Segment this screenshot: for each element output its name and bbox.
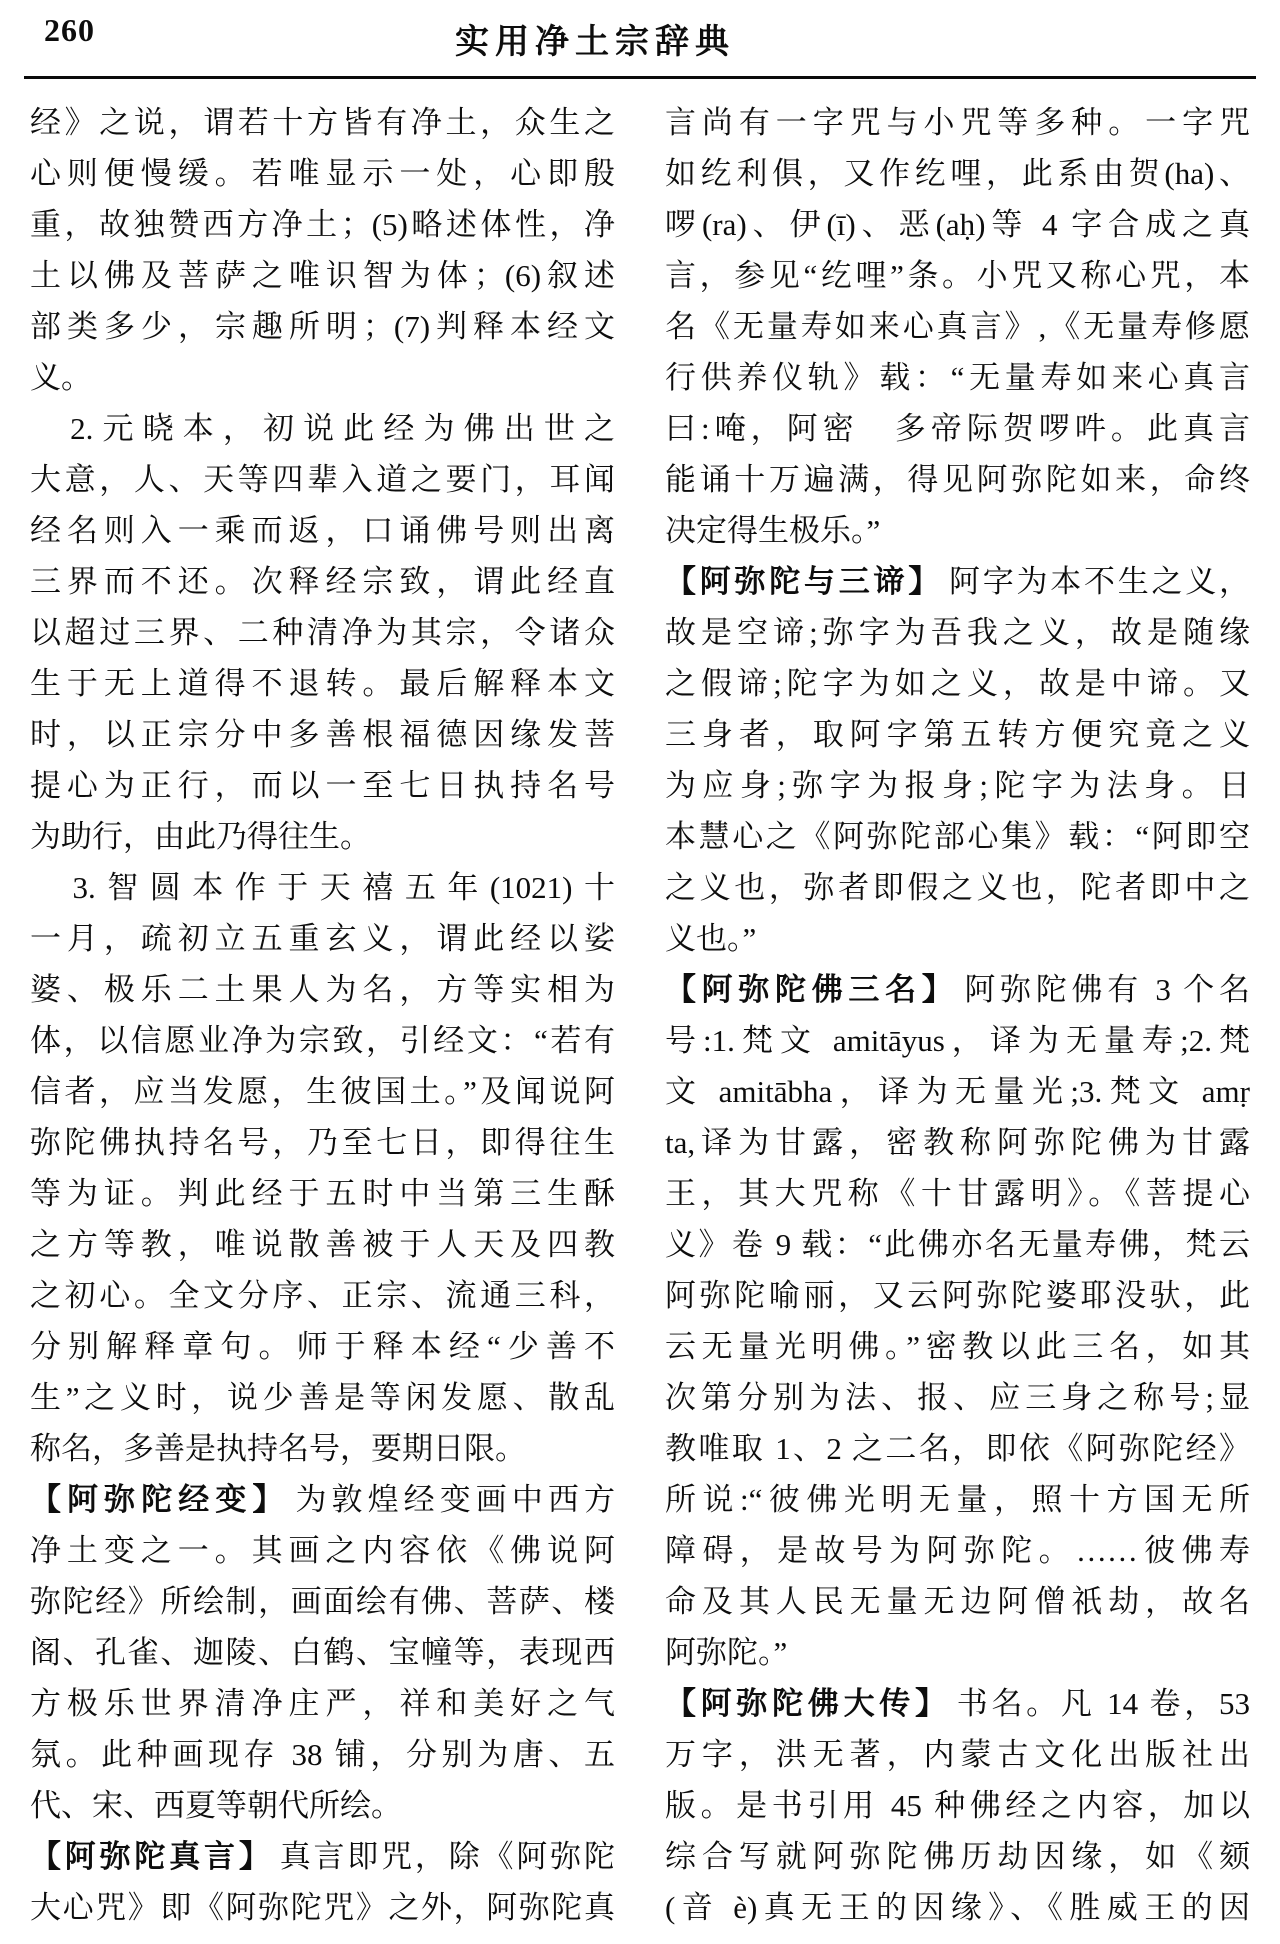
- text-line: 命及其人民无量无边阿僧祇劫，故名: [665, 1584, 1250, 1619]
- text-line: (音 è)真无王的因缘》、《胜威王的因: [665, 1890, 1250, 1925]
- text-line: ta,译为甘露，密教称阿弥陀佛为甘露: [665, 1125, 1250, 1160]
- text-line: 分别解释章句。师于释本经“少善不: [30, 1329, 615, 1364]
- book-title: 实用净土宗辞典: [455, 24, 735, 61]
- text-line: 文 amitābha，译为无量光;3.梵文 amṛ: [665, 1074, 1250, 1109]
- page-header: [30, 0, 1250, 72]
- text-line: 2.元晓本，初说此经为佛出世之: [30, 411, 615, 446]
- text-line: 为助行，由此乃得往生。: [30, 819, 371, 854]
- text-line: 【阿弥陀经变】 为敦煌经变画中西方: [30, 1482, 615, 1517]
- text-line: 生”之义时，说少善是等闲发愿、散乱: [30, 1380, 615, 1415]
- text-line: 经》之说，谓若十方皆有净土，众生之: [30, 105, 615, 140]
- text-line: 曰:唵，阿密 多帝际贺啰吽。此真言: [665, 411, 1250, 446]
- text-line: 义》卷 9 载：“此佛亦名无量寿佛，梵云: [665, 1227, 1250, 1262]
- page-number: 260: [44, 12, 95, 48]
- text-line: 决定得生极乐。”: [665, 513, 881, 548]
- text-line: 婆、极乐二土果人为名，方等实相为: [30, 972, 615, 1007]
- text-line: 部类多少，宗趣所明；(7)判释本经文: [30, 309, 615, 344]
- text-line: 【阿弥陀真言】 真言即咒，除《阿弥陀: [30, 1839, 615, 1874]
- text-line: 行供养仪轨》载：“无量寿如来心真言: [665, 360, 1250, 395]
- text-line: 氛。此种画现存 38 铺，分别为唐、五: [30, 1737, 615, 1772]
- text-line: 之方等教，唯说散善被于人天及四教: [30, 1227, 615, 1262]
- text-line: 3.智圆本作于天禧五年(1021)十: [30, 870, 615, 905]
- text-line: 障碍，是故号为阿弥陀。……彼佛寿: [665, 1533, 1250, 1568]
- text-line: 净土变之一。其画之内容依《佛说阿: [30, 1533, 615, 1568]
- text-line: 重，故独赞西方净土；(5)略述体性，净: [30, 207, 615, 242]
- text-line: 弥陀佛执持名号，乃至七日，即得往生: [30, 1125, 615, 1160]
- text-body: [30, 79, 1250, 1933]
- text-line: 提心为正行，而以一至七日执持名号: [30, 768, 615, 803]
- text-line: 经名则入一乘而返，口诵佛号则出离: [30, 513, 615, 548]
- text-line: 本慧心之《阿弥陀部心集》载：“阿即空: [665, 819, 1250, 854]
- text-line: 体，以信愿业净为宗致，引经文：“若有: [30, 1023, 615, 1058]
- text-line: 时，以正宗分中多善根福德因缘发菩: [30, 717, 615, 752]
- text-line: 言，参见“纥哩”条。小咒又称心咒，本: [665, 258, 1250, 293]
- entry-headword: 【阿弥陀经变】: [30, 1482, 290, 1517]
- text-line: 生于无上道得不退转。最后解释本文: [30, 666, 615, 701]
- text-line: 土以佛及菩萨之唯识智为体；(6)叙述: [30, 258, 615, 293]
- entry-headword: 【阿弥陀与三谛】: [665, 564, 943, 599]
- text-line: 大心咒》即《阿弥陀咒》之外，阿弥陀真: [30, 1890, 615, 1925]
- text-line: 名《无量寿如来心真言》,《无量寿修愿: [665, 309, 1250, 344]
- text-line: 云无量光明佛。”密教以此三名，如其: [665, 1329, 1250, 1364]
- text-line: 义也。”: [665, 921, 757, 956]
- text-line: 所说:“彼佛光明无量，照十方国无所: [665, 1482, 1250, 1517]
- right-column: [665, 97, 1250, 1933]
- text-line: 故是空谛;弥字为吾我之义，故是随缘: [665, 615, 1250, 650]
- text-line: 号:1.梵文 amitāyus，译为无量寿;2.梵: [665, 1023, 1250, 1058]
- text-line: 啰(ra)、伊(ī)、恶(aḥ)等 4 字合成之真: [665, 207, 1250, 242]
- entry-headword: 【阿弥陀佛三名】: [665, 972, 959, 1007]
- text-line: 称名，多善是执持名号，要期日限。: [30, 1431, 526, 1466]
- text-line: 【阿弥陀与三谛】 阿字为本不生之义，: [665, 564, 1250, 599]
- text-line: 万字，洪无著，内蒙古文化出版社出: [665, 1737, 1250, 1772]
- dictionary-page: [30, 0, 1250, 1933]
- text-line: 阿弥陀喻丽，又云阿弥陀婆耶没驮，此: [665, 1278, 1250, 1313]
- text-line: 之义也，弥者即假之义也，陀者即中之: [665, 870, 1250, 905]
- text-line: 之初心。全文分序、正宗、流通三科，: [30, 1278, 615, 1313]
- text-line: 能诵十万遍满，得见阿弥陀如来，命终: [665, 462, 1250, 497]
- text-line: 以超过三界、二种清净为其宗，令诸众: [30, 615, 615, 650]
- text-line: 之假谛;陀字为如之义，故是中谛。又: [665, 666, 1250, 701]
- text-line: 方极乐世界清净庄严，祥和美好之气: [30, 1686, 615, 1721]
- text-line: 等为证。判此经于五时中当第三生酥: [30, 1176, 615, 1211]
- text-line: 教唯取 1、2 之二名，即依《阿弥陀经》: [665, 1431, 1250, 1466]
- text-line: 代、宋、西夏等朝代所绘。: [30, 1788, 402, 1823]
- text-line: 三界而不还。次释经宗致，谓此经直: [30, 564, 615, 599]
- text-line: 王，其大咒称《十甘露明》。《菩提心: [665, 1176, 1250, 1211]
- text-line: 阁、孔雀、迦陵、白鹤、宝幢等，表现西: [30, 1635, 615, 1670]
- text-line: 为应身;弥字为报身;陀字为法身。日: [665, 768, 1250, 803]
- text-line: 【阿弥陀佛大传】 书名。凡 14 卷，53: [665, 1686, 1250, 1721]
- text-line: 阿弥陀。”: [665, 1635, 788, 1670]
- text-line: 次第分别为法、报、应三身之称号;显: [665, 1380, 1250, 1415]
- text-line: 一月，疏初立五重玄义，谓此经以娑: [30, 921, 615, 956]
- text-line: 信者，应当发愿，生彼国土。”及闻说阿: [30, 1074, 615, 1109]
- text-line: 大意，人、天等四辈入道之要门，耳闻: [30, 462, 615, 497]
- text-line: 义。: [30, 360, 92, 395]
- entry-headword: 【阿弥陀真言】: [30, 1839, 274, 1874]
- text-line: 弥陀经》所绘制，画面绘有佛、菩萨、楼: [30, 1584, 615, 1619]
- entry-headword: 【阿弥陀佛大传】: [665, 1686, 951, 1721]
- text-line: 三身者，取阿字第五转方便究竟之义: [665, 717, 1250, 752]
- left-column: [30, 97, 615, 1933]
- text-line: 言尚有一字咒与小咒等多种。一字咒: [665, 105, 1250, 140]
- text-line: 如纥利俱，又作纥哩，此系由贺(ha)、: [665, 156, 1250, 191]
- text-line: 【阿弥陀佛三名】 阿弥陀佛有 3 个名: [665, 972, 1250, 1007]
- text-line: 心则便慢缓。若唯显示一处，心即殷: [30, 156, 615, 191]
- text-line: 版。是书引用 45 种佛经之内容，加以: [665, 1788, 1250, 1823]
- text-line: 综合写就阿弥陀佛历劫因缘，如《颏: [665, 1839, 1250, 1874]
